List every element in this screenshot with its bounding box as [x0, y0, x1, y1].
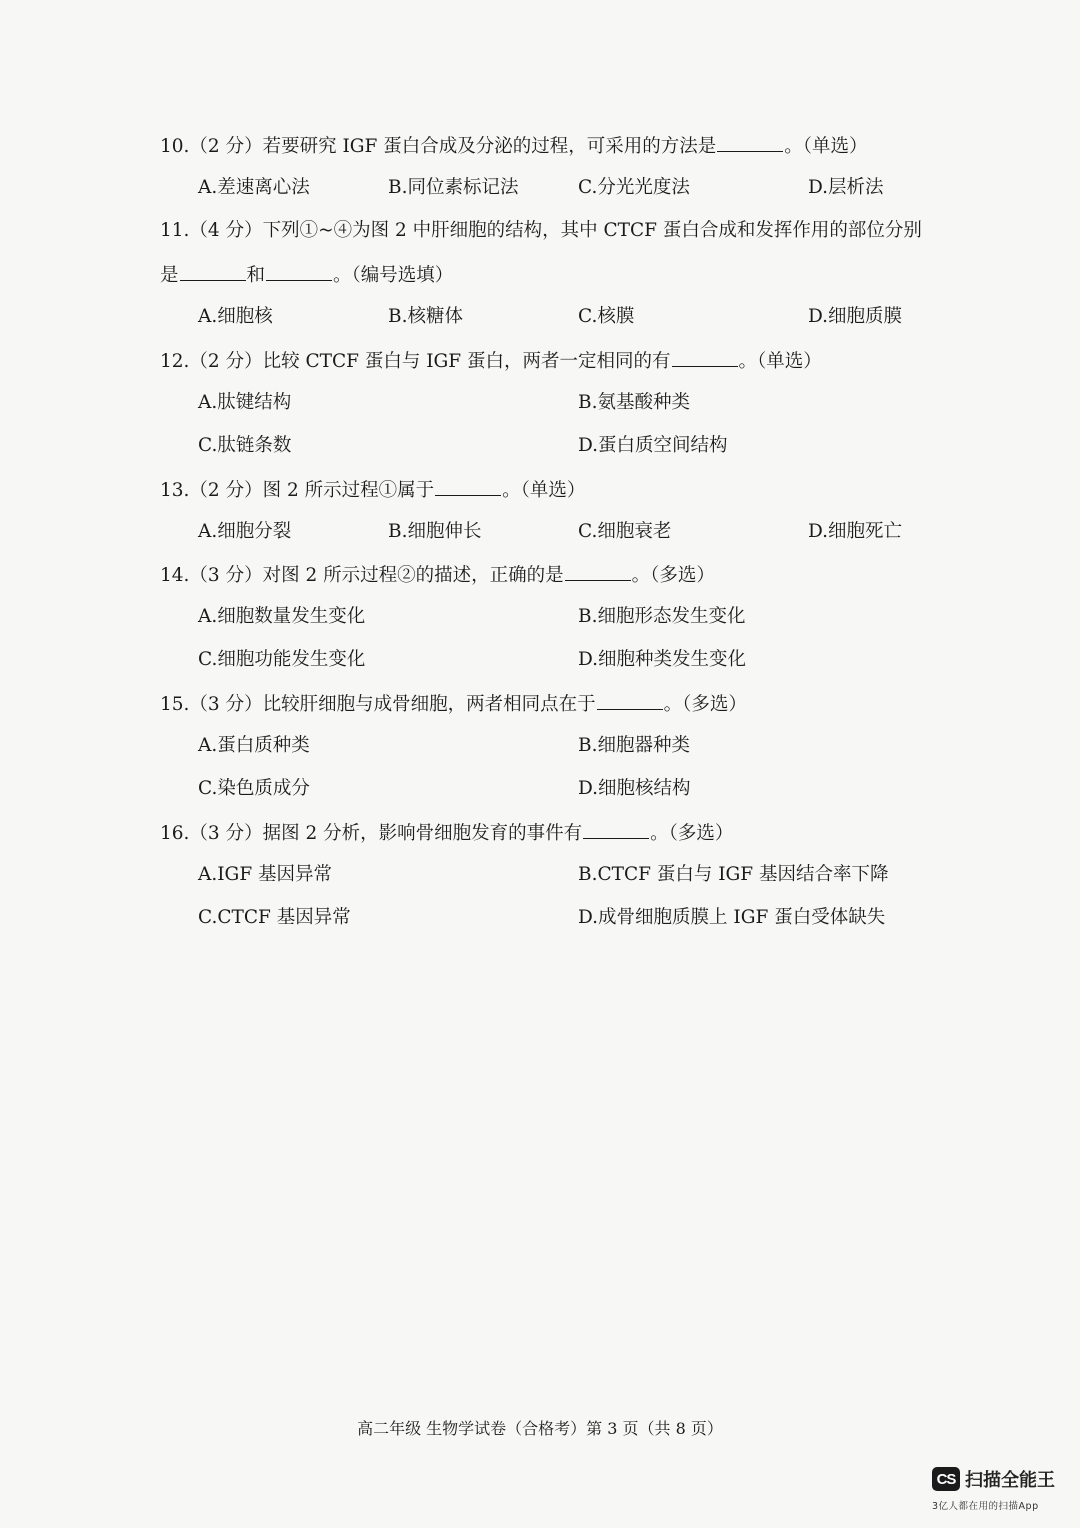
option-c: C.核膜: [578, 306, 635, 327]
option-c: C.细胞功能发生变化: [198, 649, 366, 670]
question-16-text: 16.（3 分）据图 2 分析，影响骨细胞发育的事件有: [160, 823, 583, 844]
option-a: A.细胞核: [198, 306, 273, 327]
option-b: B.细胞形态发生变化: [578, 606, 746, 627]
question-10-type: 。（单选）: [784, 136, 868, 157]
question-14-text: 14.（3 分）对图 2 所示过程②的描述，正确的是: [160, 565, 564, 586]
camscanner-name: 扫描全能王: [965, 1470, 1055, 1491]
option-c: C.肽链条数: [198, 435, 292, 456]
question-15-text: 15.（3 分）比较肝细胞与成骨细胞，两者相同点在于: [160, 694, 596, 715]
option-d: D.细胞种类发生变化: [578, 649, 747, 670]
answer-blank: [565, 562, 631, 581]
question-11-type: 。（编号选填）: [333, 265, 454, 286]
option-d: D.蛋白质空间结构: [578, 435, 728, 456]
option-a: A.差速离心法: [198, 177, 310, 198]
option-a: A.蛋白质种类: [198, 735, 310, 756]
question-12-type: 。（单选）: [738, 351, 822, 372]
question-14-type: 。（多选）: [631, 565, 715, 586]
camscanner-tagline: 3亿人都在用的扫描App: [932, 1501, 1039, 1512]
option-d: D.细胞死亡: [808, 521, 903, 542]
question-16-type: 。（多选）: [650, 823, 734, 844]
question-15-type: 。（多选）: [663, 694, 747, 715]
option-a: A.IGF 基因异常: [198, 864, 333, 885]
camscanner-logo-icon: CS: [932, 1467, 960, 1491]
question-14: [160, 562, 715, 588]
option-c: C.CTCF 基因异常: [198, 907, 351, 928]
option-d: D.成骨细胞质膜上 IGF 蛋白受体缺失: [578, 907, 886, 928]
option-a: A.细胞分裂: [198, 521, 292, 542]
option-b: B.核糖体: [388, 306, 463, 327]
option-a: A.细胞数量发生变化: [198, 606, 366, 627]
option-b: B.细胞伸长: [388, 521, 482, 542]
option-c: C.染色质成分: [198, 778, 310, 799]
question-16: [160, 820, 733, 846]
option-d: D.层析法: [808, 177, 884, 198]
answer-blank: [672, 348, 738, 367]
question-10: [160, 133, 868, 159]
option-c: C.分光光度法: [578, 177, 690, 198]
option-b: B.CTCF 蛋白与 IGF 基因结合率下降: [578, 864, 889, 885]
option-a: A.肽键结构: [198, 392, 292, 413]
answer-blank: [435, 477, 501, 496]
question-13: [160, 477, 585, 503]
question-13-text: 13.（2 分）图 2 所示过程①属于: [160, 480, 435, 501]
question-13-type: 。（单选）: [502, 480, 586, 501]
question-11-line2: [160, 262, 453, 288]
option-d: D.细胞核结构: [578, 778, 691, 799]
option-b: B.同位素标记法: [388, 177, 519, 198]
question-12: [160, 348, 822, 374]
question-11-text-a: 是: [160, 265, 179, 286]
camscanner-watermark: [932, 1466, 1055, 1492]
option-b: B.细胞器种类: [578, 735, 690, 756]
option-c: C.细胞衰老: [578, 521, 672, 542]
answer-blank: [266, 262, 332, 281]
answer-blank: [717, 133, 783, 152]
answer-blank: [180, 262, 246, 281]
question-12-text: 12.（2 分）比较 CTCF 蛋白与 IGF 蛋白，两者一定相同的有: [160, 351, 671, 372]
page-footer: 高二年级 生物学试卷（合格考）第 3 页（共 8 页）: [357, 1419, 723, 1438]
answer-blank: [597, 691, 663, 710]
option-b: B.氨基酸种类: [578, 392, 690, 413]
question-11-text-b: 和: [246, 265, 266, 286]
question-10-text: 10.（2 分）若要研究 IGF 蛋白合成及分泌的过程，可采用的方法是: [160, 136, 717, 157]
answer-blank: [583, 820, 649, 839]
option-d: D.细胞质膜: [808, 306, 903, 327]
question-11: 11.（4 分）下列①~④为图 2 中肝细胞的结构，其中 CTCF 蛋白合成和发挥作用的部位分别: [160, 220, 922, 241]
question-15: [160, 691, 747, 717]
